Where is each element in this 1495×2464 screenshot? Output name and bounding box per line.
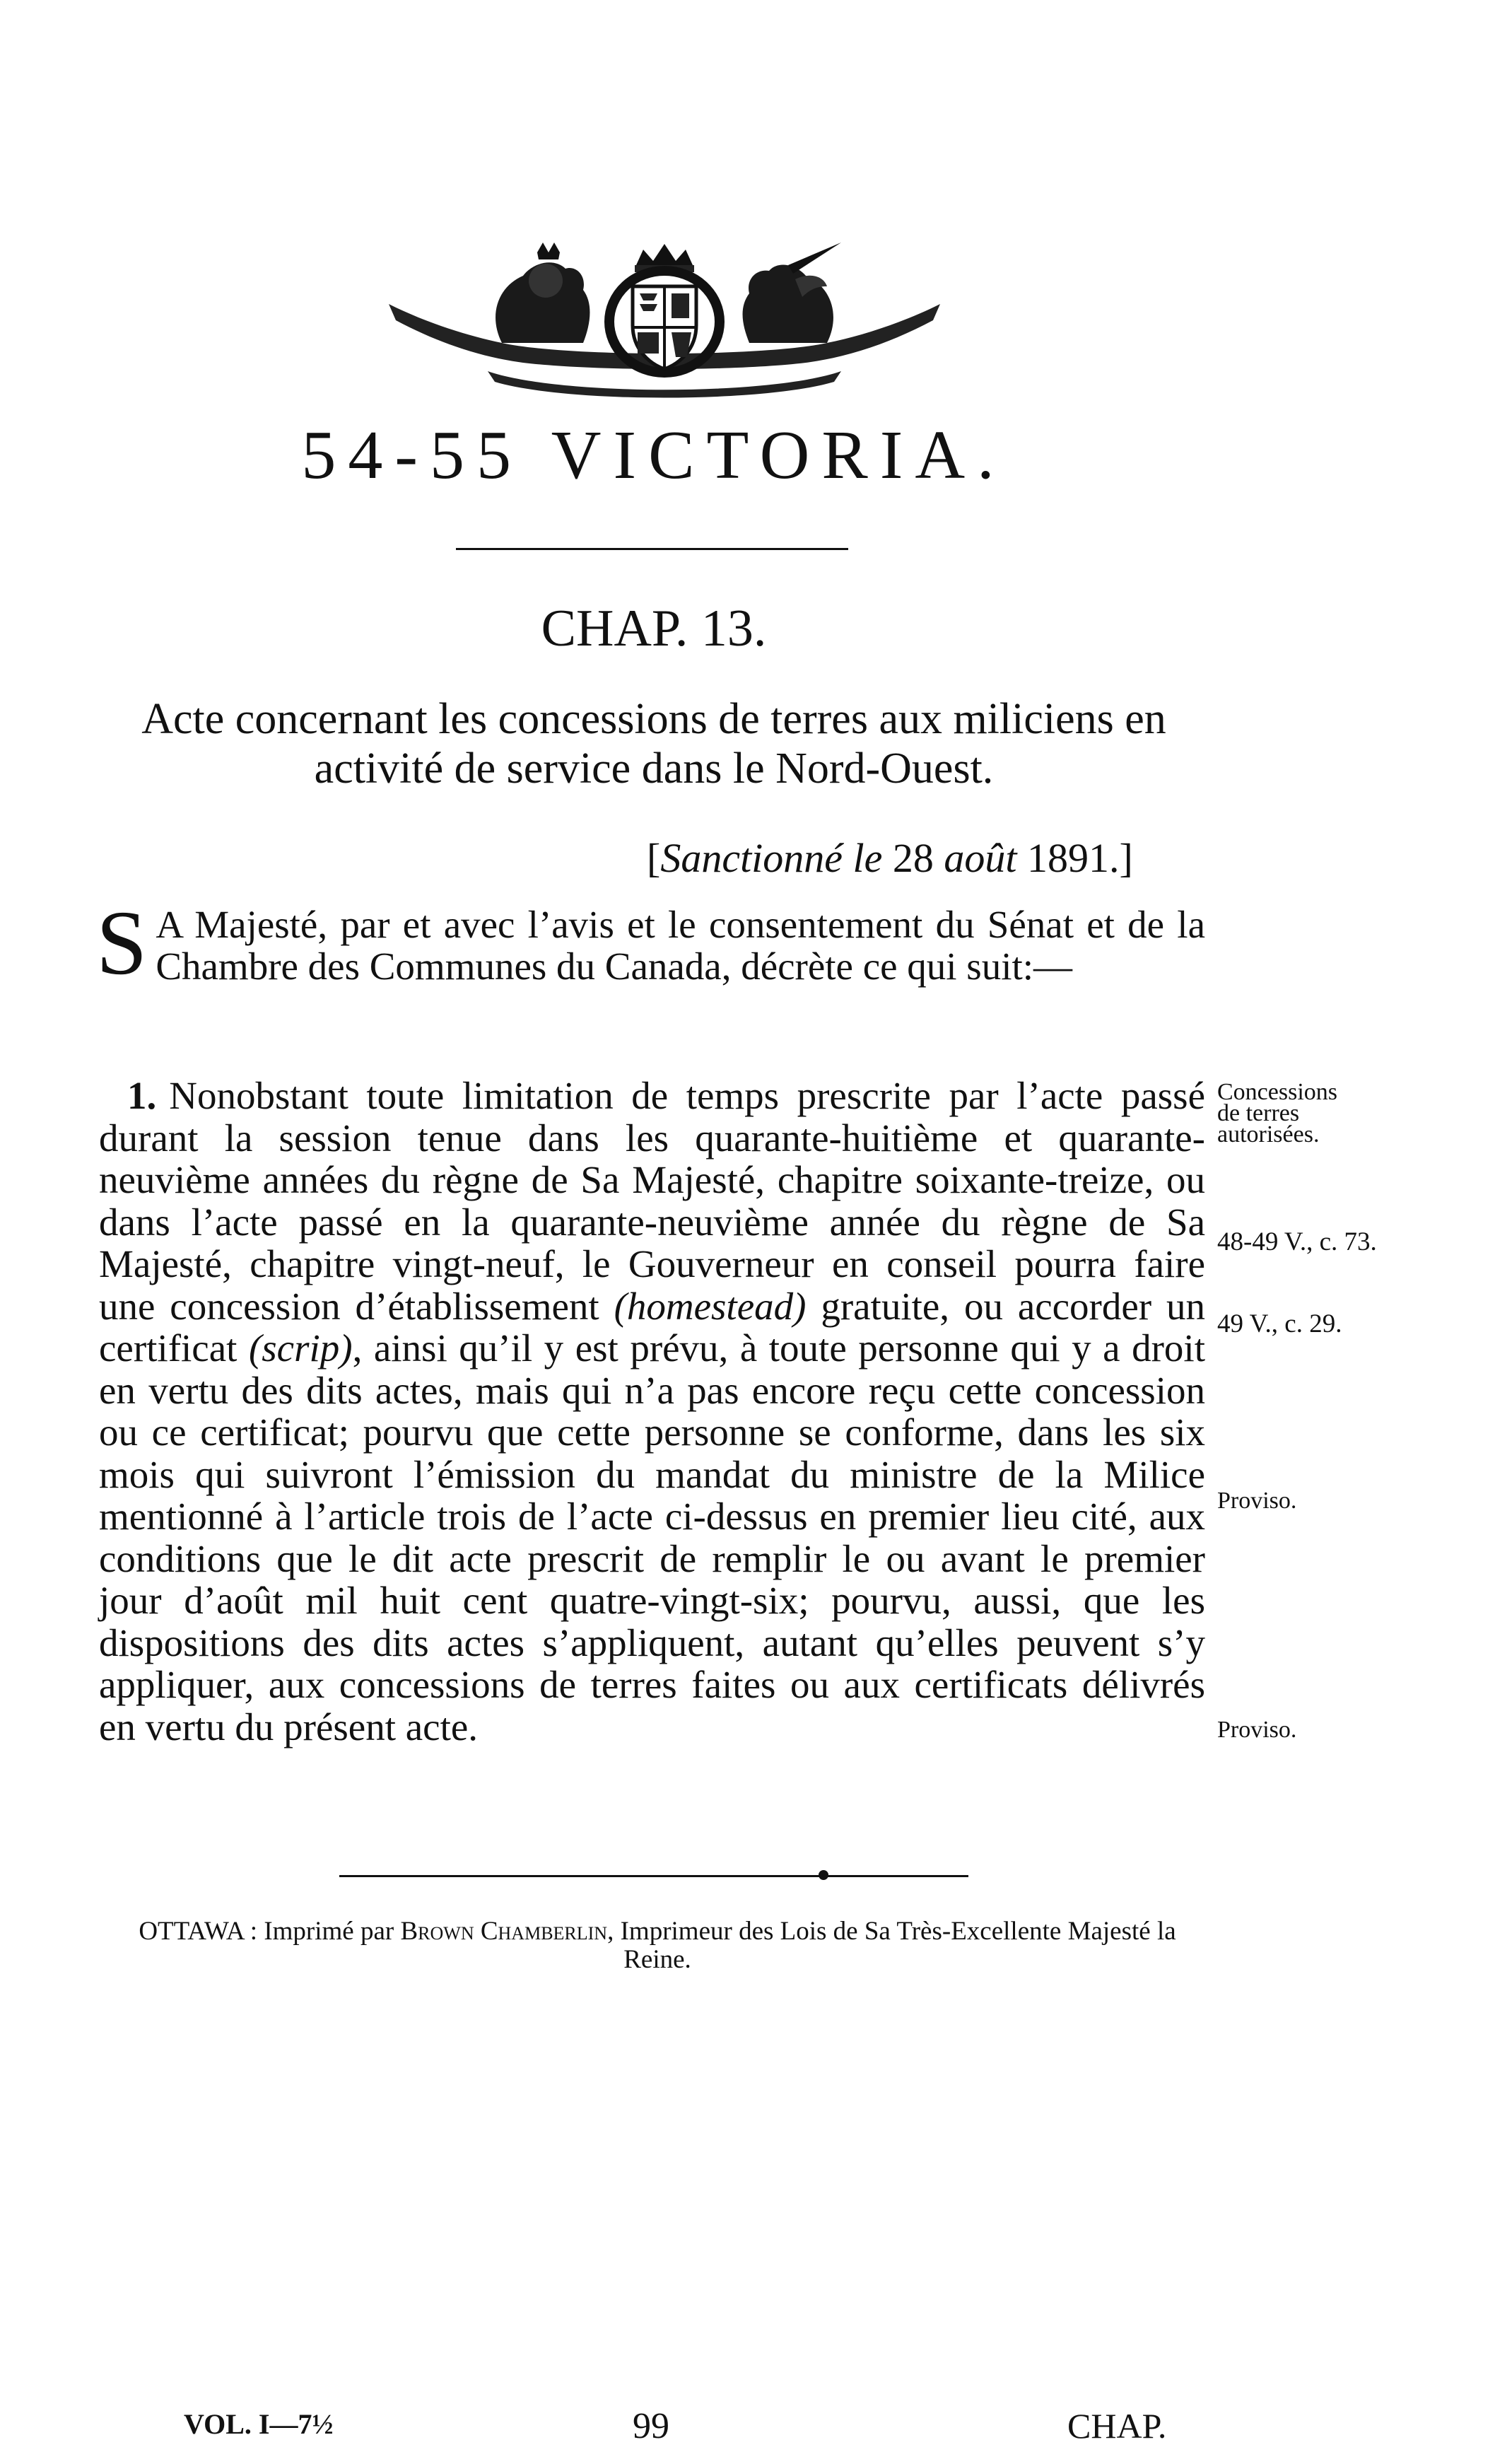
section-1 [99,1075,1205,1748]
section-text-part-b: gratuite, ou accorder un certificat [99,1284,1205,1370]
page-number: 99 [633,2406,669,2446]
margin-note-proviso-2: Proviso. [1217,1717,1297,1743]
svg-text:DIEU ET MON DROIT: DIEU ET MON DROIT [617,379,712,390]
scrip-term: (scrip) [248,1326,353,1370]
volume-signature: VOL. I—7½ [184,2408,334,2440]
section-number: 1. [127,1074,157,1117]
printer-imprint [120,1917,1195,1974]
sanction-day: 28 [882,835,944,881]
sanction-label: Sanctionné le [660,835,883,881]
margin-note-proviso-1: Proviso. [1217,1488,1297,1514]
divider-ornament [819,1870,828,1880]
act-title: Acte concernant les concessions de terres aux miliciens en activité de service dans le Nord-Ouest. [141,695,1166,793]
enacting-clause-text: A Majesté, par et avec l’avis et le consentement du Sénat et de la Chambre des Communes du Canada, décrète ce qui suit:— [156,903,1205,988]
imprint-tail: , Imprimeur des Lois de Sa Très-Excellente Majesté la Reine. [607,1917,1176,1974]
margin-note-reference-2: 49 V., c. 29. [1217,1309,1342,1338]
imprint-lead: OTTAWA : Imprimé par [139,1917,401,1946]
drop-cap: S [96,892,148,994]
chapter-number: CHAP. 13. [541,600,767,658]
catchword: CHAP. [1067,2406,1167,2446]
sanction-bracket-open: [ [647,835,661,881]
section-text-part-c: , ainsi qu’il y est prévu, à toute personne qui y a droit en vertu des dits actes, mais qui n’a pas encore reçu cette concession ou ce certificat; pourvu que cette personne se conforme, dans les six mois qui suivront l’émission du mandat du ministre de la Milice mentionné à l’article trois de l’acte ci-dessus en premier lieu cité, aux conditions que le dit acte prescrit de remplir le ou avant le premier jour d’août mil huit cent quatre-vingt-six; pourvu, aussi, que les dispositions des dits actes s’appliquent, autant qu’elles peuvent s’y appliquer, aux concessions de terres faites ou aux certificats délivrés en vertu du présent acte. [99,1326,1205,1748]
sanction-year: 1891.] [1016,835,1133,881]
closing-divider [339,1875,968,1877]
margin-note-reference-1: 48-49 V., c. 73. [1217,1227,1377,1256]
royal-coat-of-arms [382,237,947,399]
sanction-month: août [944,835,1017,881]
printer-name: Brown Chamberlin [400,1917,608,1946]
homestead-term: (homestead) [614,1284,807,1328]
sanction-date [647,835,1133,881]
enacting-clause [96,892,1205,994]
regnal-year-heading: 54-55 VICTORIA. [301,417,1007,494]
margin-note-concessions: Concessions de terres autorisées. [1217,1079,1337,1148]
section-text-part-a: Nonobstant toute limitation de temps prescrite par l’acte passé durant la session tenue dans les quarante-huitième et quarante-neuvième années du règne de Sa Majesté, chapitre soixante-treize, ou dans l’acte passé en la quarante-neuvième année du règne de Sa Majesté, chapitre vingt-neuf, le Gouverneur en conseil pourra faire une concession d’établissement [99,1074,1205,1328]
heading-divider [456,548,848,550]
